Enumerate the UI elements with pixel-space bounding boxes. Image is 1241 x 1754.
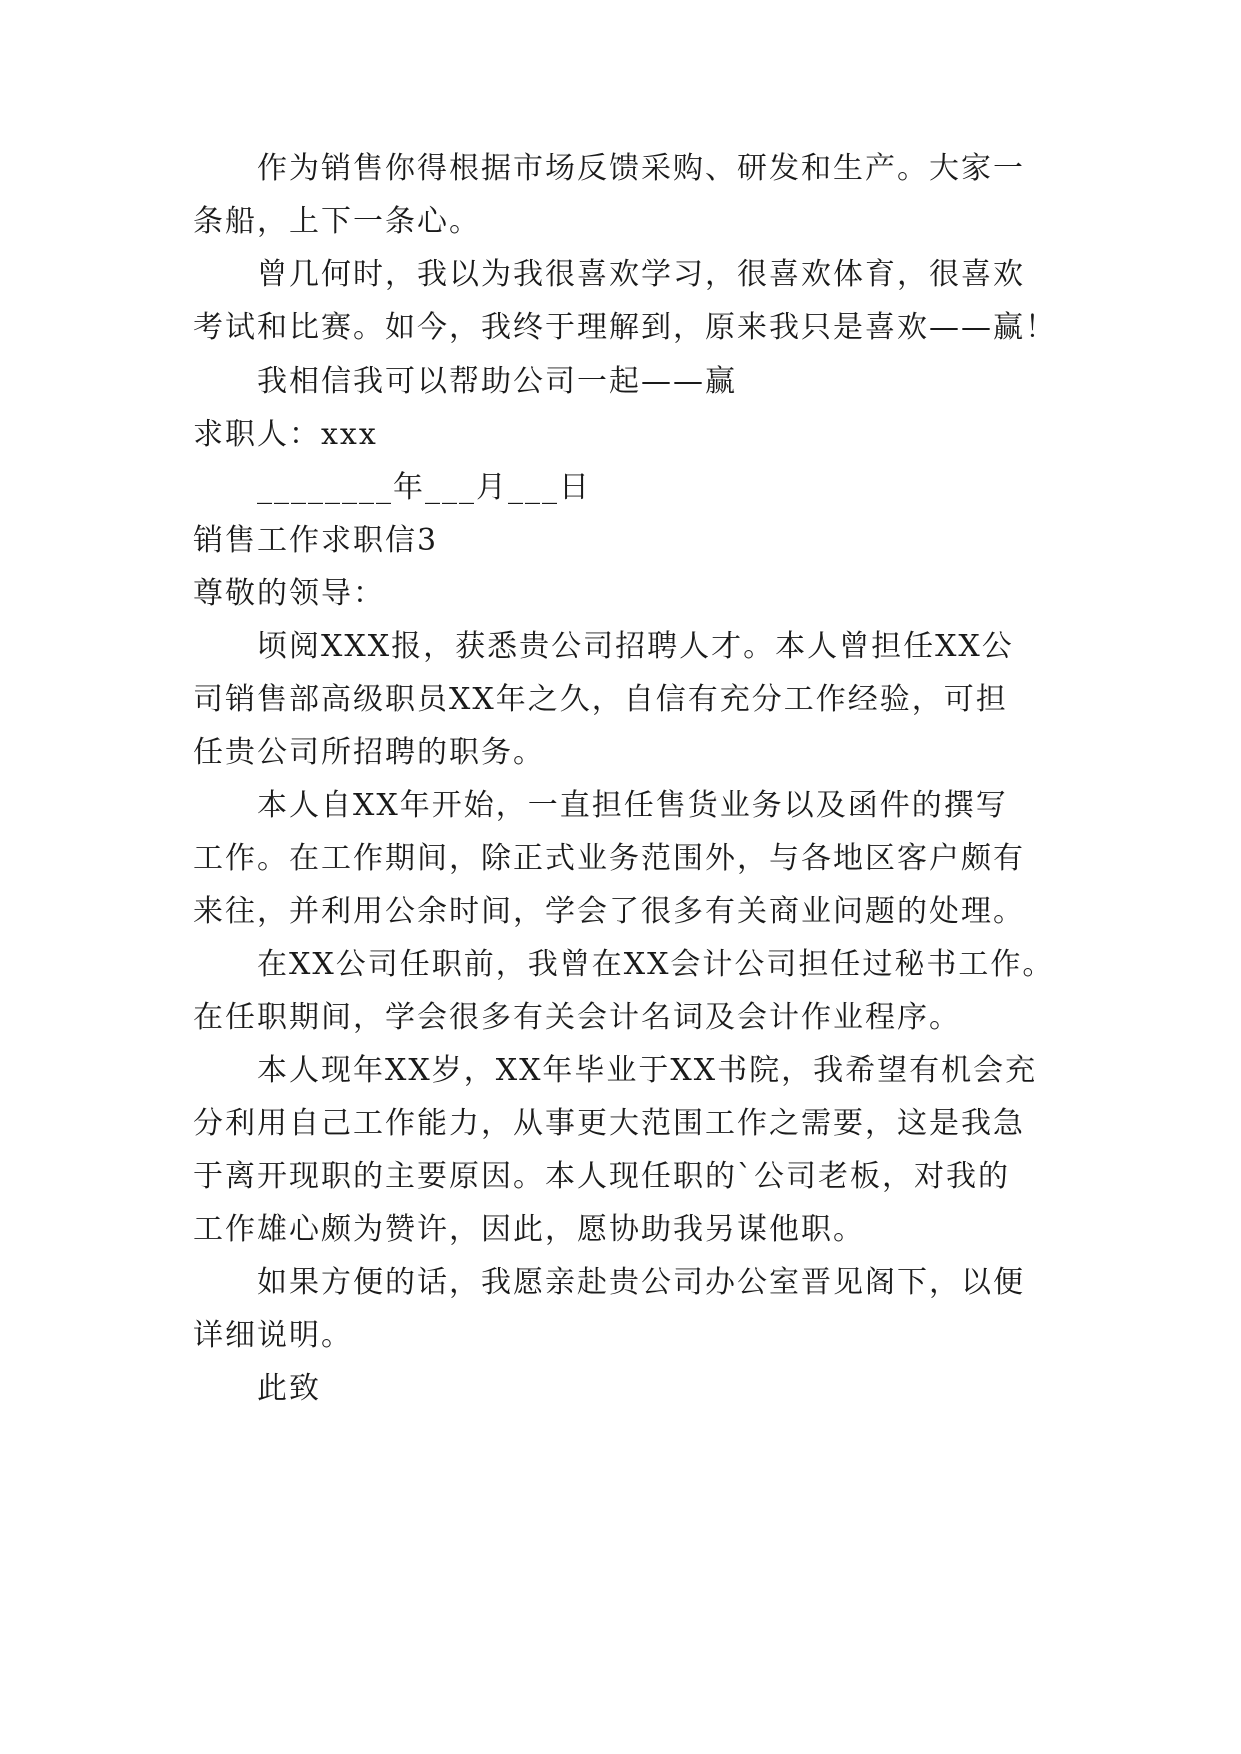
paragraph-line: 于离开现职的主要原因。本人现任职的`公司老板，对我的: [193, 1159, 1010, 1194]
paragraph-line: 在XX公司任职前，我曾在XX会计公司担任过秘书工作。: [257, 947, 1055, 982]
paragraph-line: 考试和比赛。如今，我终于理解到，原来我只是喜欢——赢！: [193, 310, 1057, 345]
paragraph-line: 顷阅XXX报，获悉贵公司招聘人才。本人曾担任XX公: [257, 629, 1014, 664]
paragraph-line: 我相信我可以帮助公司一起——赢: [257, 364, 737, 399]
paragraph-line: 分利用自己工作能力，从事更大范围工作之需要，这是我急: [193, 1106, 1025, 1141]
paragraph-line: 本人自XX年开始，一直担任售货业务以及函件的撰写: [257, 788, 1008, 823]
paragraph-line: 任贵公司所招聘的职务。: [193, 735, 545, 770]
closing-phrase: 此致: [257, 1371, 321, 1406]
paragraph-line: 司销售部高级职员XX年之久，自信有充分工作经验，可担: [193, 682, 1008, 717]
paragraph-line: 条船，上下一条心。: [193, 204, 481, 239]
paragraph-line: 工作。在工作期间，除正式业务范围外，与各地区客户颇有: [193, 841, 1025, 876]
salutation: 尊敬的领导：: [193, 576, 385, 611]
applicant-signature: 求职人：xxx: [193, 417, 378, 452]
paragraph-line: 曾几何时，我以为我很喜欢学习，很喜欢体育，很喜欢: [257, 257, 1025, 292]
date-line: ________年___月___日: [257, 470, 591, 505]
paragraph-line: 在任职期间，学会很多有关会计名词及会计作业程序。: [193, 1000, 961, 1035]
section-title: 销售工作求职信3: [193, 523, 439, 558]
paragraph-line: 作为销售你得根据市场反馈采购、研发和生产。大家一: [257, 151, 1025, 186]
paragraph-line: 详细说明。: [193, 1318, 353, 1353]
paragraph-line: 如果方便的话，我愿亲赴贵公司办公室晋见阁下，以便: [257, 1265, 1025, 1300]
paragraph-line: 来往，并利用公余时间，学会了很多有关商业问题的处理。: [193, 894, 1025, 929]
paragraph-line: 工作雄心颇为赞许，因此，愿协助我另谋他职。: [193, 1212, 865, 1247]
paragraph-line: 本人现年XX岁，XX年毕业于XX书院，我希望有机会充: [257, 1053, 1038, 1088]
